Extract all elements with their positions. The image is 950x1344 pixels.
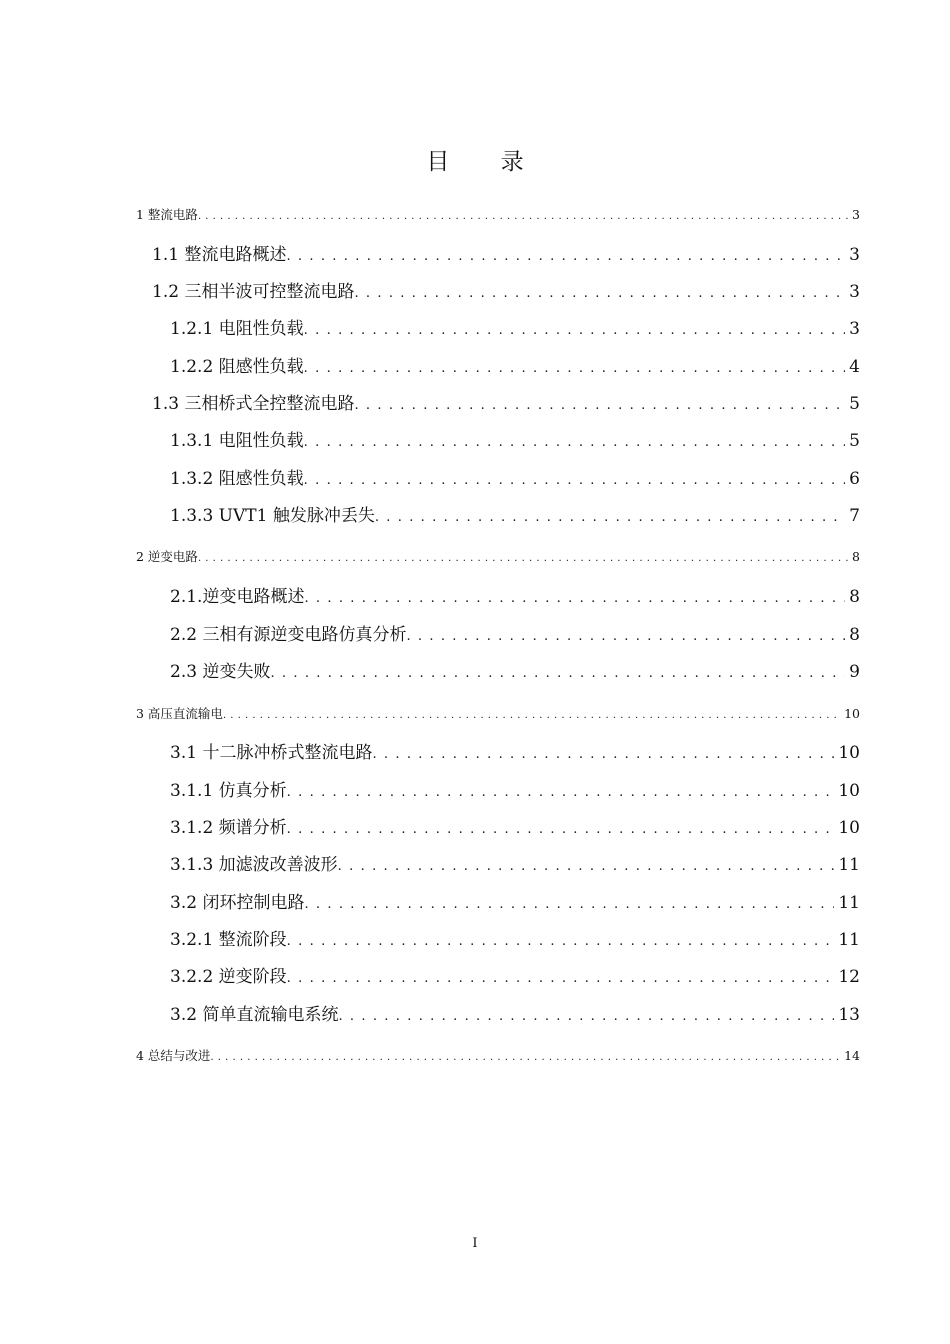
toc-entry[interactable] xyxy=(170,888,860,912)
toc-entry-page: 8 xyxy=(849,587,860,606)
toc-entry[interactable] xyxy=(170,962,860,986)
toc-leader-dots xyxy=(354,398,845,413)
toc-entry[interactable] xyxy=(170,620,860,644)
toc-entry[interactable] xyxy=(136,547,860,565)
toc-entry[interactable] xyxy=(170,657,860,681)
toc-leader-dots xyxy=(304,897,834,912)
toc-entry-page: 4 xyxy=(849,357,860,376)
toc-leader-dots xyxy=(372,747,834,762)
toc-entry-label: 1.2.1 电阻性负载 xyxy=(170,319,304,338)
toc-entry[interactable] xyxy=(152,277,860,301)
toc-leader-dots xyxy=(270,666,845,681)
toc-entry-page: 11 xyxy=(838,930,860,949)
toc-entry[interactable] xyxy=(152,240,860,264)
toc-entry-page: 3 xyxy=(852,207,860,222)
toc-entry[interactable] xyxy=(152,389,860,413)
toc-entry-page: 10 xyxy=(838,781,860,800)
toc-entry-label: 1.3.1 电阻性负载 xyxy=(170,431,304,450)
toc-entry-label: 2 逆变电路 xyxy=(136,549,198,564)
toc-entry[interactable] xyxy=(170,464,860,488)
toc-entry[interactable] xyxy=(170,426,860,450)
toc-entry-label: 1.1 整流电路概述 xyxy=(152,245,287,264)
toc-entry-page: 3 xyxy=(849,245,860,264)
toc-entry[interactable] xyxy=(170,850,860,874)
toc-entry[interactable] xyxy=(170,925,860,949)
toc-leader-dots xyxy=(287,934,835,949)
toc-entry[interactable] xyxy=(170,582,860,606)
toc-title: 目 录 xyxy=(426,149,546,175)
toc-leader-dots xyxy=(304,361,846,376)
toc-entry[interactable] xyxy=(170,776,860,800)
toc-leader-dots xyxy=(406,629,845,644)
toc-entry-page: 11 xyxy=(838,855,860,874)
page-footer-number: I xyxy=(472,1236,478,1251)
toc-entry-page: 7 xyxy=(849,506,860,525)
toc-entry[interactable] xyxy=(170,1000,860,1024)
toc-entry-page: 14 xyxy=(844,1048,860,1063)
toc-entry-label: 3.1.3 加滤波改善波形 xyxy=(170,855,338,874)
toc-entry-page: 10 xyxy=(844,706,860,721)
toc-entry-label: 3 高压直流输电 xyxy=(136,706,223,721)
toc-entry-page: 5 xyxy=(849,431,860,450)
toc-leader-dots xyxy=(198,553,848,564)
toc-entry-page: 9 xyxy=(849,662,860,681)
toc-leader-dots xyxy=(198,211,848,222)
toc-entry-label: 1.2.2 阻感性负载 xyxy=(170,357,304,376)
toc-entry-label: 3.1.2 频谱分析 xyxy=(170,818,287,837)
toc-leader-dots xyxy=(210,1052,840,1063)
toc-entry-label: 1.3.3 UVT1 触发脉冲丢失 xyxy=(170,506,375,525)
toc-leader-dots xyxy=(304,591,845,606)
toc-leader-dots xyxy=(338,859,835,874)
toc-entry-label: 2.1.逆变电路概述 xyxy=(170,587,305,606)
toc-entry-page: 10 xyxy=(838,743,860,762)
toc-entry[interactable] xyxy=(170,314,860,338)
toc-entry[interactable] xyxy=(170,352,860,376)
toc-entry-page: 3 xyxy=(849,319,860,338)
toc-entry-page: 10 xyxy=(838,818,860,837)
toc-entry-page: 5 xyxy=(849,394,860,413)
toc-entry-label: 1.3.2 阻感性负载 xyxy=(170,469,304,488)
toc-entry[interactable] xyxy=(136,704,860,722)
toc-entry-label: 1 整流电路 xyxy=(136,207,198,222)
toc-entry-label: 3.2.1 整流阶段 xyxy=(170,930,287,949)
toc-leader-dots xyxy=(375,510,845,525)
toc-leader-dots xyxy=(287,785,835,800)
toc-entry-label: 3.2 简单直流输电系统 xyxy=(170,1005,339,1024)
toc-entry-label: 2.3 逆变失败 xyxy=(170,662,271,681)
toc-entry-label: 3.2 闭环控制电路 xyxy=(170,893,305,912)
toc-entry-page: 8 xyxy=(849,625,860,644)
toc-leader-dots xyxy=(287,971,835,986)
toc-entry[interactable] xyxy=(136,1046,860,1064)
toc-entry[interactable] xyxy=(136,205,860,223)
toc-entry-page: 3 xyxy=(849,282,860,301)
toc-entry-page: 8 xyxy=(852,549,860,564)
toc-entry-page: 11 xyxy=(838,893,860,912)
toc-leader-dots xyxy=(223,710,840,721)
toc-entry-page: 12 xyxy=(838,967,860,986)
toc-entry-label: 3.2.2 逆变阶段 xyxy=(170,967,287,986)
toc-leader-dots xyxy=(304,435,846,450)
toc-leader-dots xyxy=(287,822,835,837)
toc-leader-dots xyxy=(304,473,846,488)
toc-leader-dots xyxy=(338,1009,834,1024)
toc-entry[interactable] xyxy=(170,813,860,837)
toc-entry-label: 2.2 三相有源逆变电路仿真分析 xyxy=(170,625,407,644)
toc-entry[interactable] xyxy=(170,738,860,762)
toc-entry-label: 4 总结与改进 xyxy=(136,1048,211,1063)
toc-leader-dots xyxy=(286,249,845,264)
toc-entry-label: 1.3 三相桥式全控整流电路 xyxy=(152,394,355,413)
toc-entry-page: 13 xyxy=(838,1005,860,1024)
toc-entry-label: 3.1 十二脉冲桥式整流电路 xyxy=(170,743,373,762)
toc-entry-page: 6 xyxy=(849,469,860,488)
toc-entry-label: 3.1.1 仿真分析 xyxy=(170,781,287,800)
toc-leader-dots xyxy=(354,286,845,301)
toc-leader-dots xyxy=(304,323,846,338)
toc-entry[interactable] xyxy=(170,501,860,525)
toc-entry-label: 1.2 三相半波可控整流电路 xyxy=(152,282,355,301)
